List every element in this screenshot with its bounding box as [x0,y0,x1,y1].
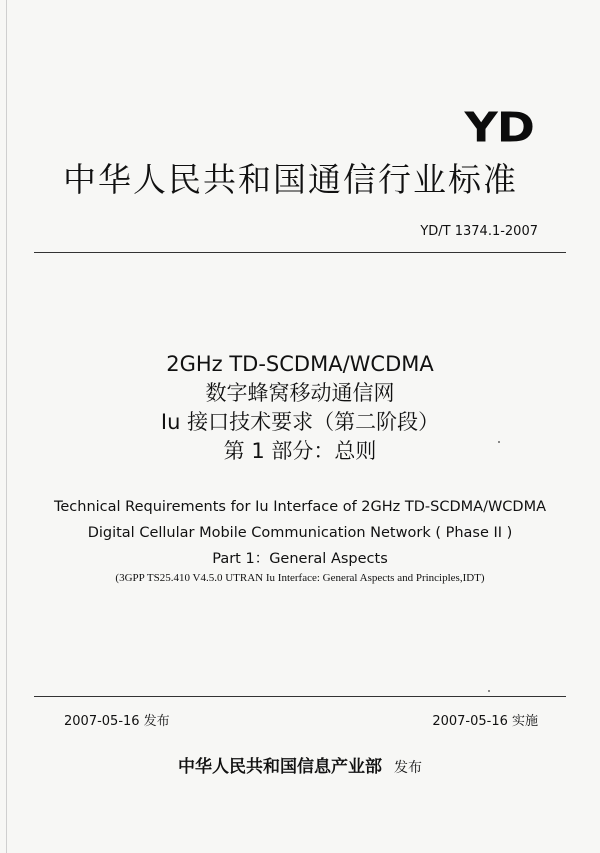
chinese-title-line-3: Iu 接口技术要求（第二阶段） [160,410,440,434]
english-title-line-3: Part 1：General Aspects [212,551,388,567]
implement-date: 2007-05-16 实施 [432,714,538,729]
chinese-title-line-4: 第 1 部分：总则 [223,439,377,463]
scan-speck [498,441,500,443]
scan-speck [488,690,490,692]
standard-org-title: 中华人民共和国通信行业标准 [63,160,518,199]
english-title [0,494,600,572]
chinese-title-line-2: 数字蜂窝移动通信网 [205,381,395,405]
chinese-title [0,350,600,466]
issuer-name: 中华人民共和国信息产业部 [178,757,382,777]
standard-number: YD/T 1374.1-2007 [420,224,538,239]
english-title-line-2: Digital Cellular Mobile Communication Network ( Phase II ) [87,525,513,541]
top-divider [34,252,566,253]
bottom-divider [34,696,566,697]
issuer-line [0,752,600,777]
issue-word: 发布 [394,760,422,776]
chinese-title-line-1: 2GHz TD-SCDMA/WCDMA [166,352,434,376]
publish-date: 2007-05-16 发布 [64,714,170,729]
english-title-line-1: Technical Requirements for Iu Interface of 2GHz TD-SCDMA/WCDMA [53,499,547,515]
reference-standard: (3GPP TS25.410 V4.5.0 UTRAN Iu Interface: General Aspects and Principles,IDT) [115,572,485,584]
yd-logo: YD [464,102,534,152]
